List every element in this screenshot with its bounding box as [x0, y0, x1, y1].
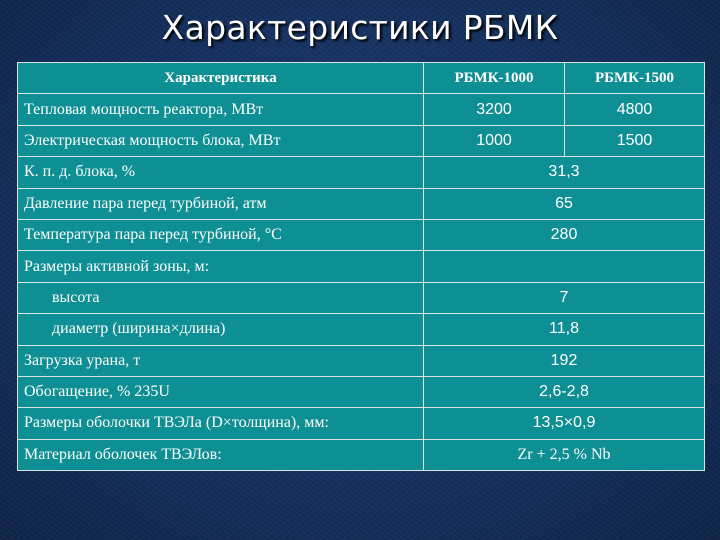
table-row: [18, 125, 705, 156]
row-value: 13,5×0,9: [424, 408, 705, 439]
row-value-rbmk-1000: 1000: [424, 125, 565, 156]
row-value: 192: [424, 345, 705, 376]
row-value-rbmk-1000: 3200: [424, 94, 565, 125]
header-rbmk-1500: РБМК-1500: [565, 63, 705, 94]
row-value-rbmk-1500: 4800: [565, 94, 705, 125]
table-row: [18, 282, 705, 313]
row-value: 31,3: [424, 157, 705, 188]
row-label: Загрузка урана, т: [18, 345, 424, 376]
table-row: [18, 408, 705, 439]
table-row: [18, 188, 705, 219]
row-label: диаметр (ширина×длина): [18, 314, 424, 345]
table-row: [18, 219, 705, 250]
table-row: [18, 439, 705, 470]
row-value: 11,8: [424, 314, 705, 345]
table-row: [18, 251, 705, 282]
row-value: Zr + 2,5 % Nb: [424, 439, 705, 470]
row-label: Тепловая мощность реактора, МВт: [18, 94, 424, 125]
row-label: Размеры активной зоны, м:: [18, 251, 424, 282]
row-value: 280: [424, 219, 705, 250]
table-header-row: [18, 63, 705, 94]
row-label: высота: [18, 282, 424, 313]
table-row: [18, 376, 705, 407]
row-label: Материал оболочек ТВЭЛов:: [18, 439, 424, 470]
slide-title: Характеристики РБМК: [161, 8, 559, 47]
table-row: [18, 345, 705, 376]
row-value-rbmk-1500: 1500: [565, 125, 705, 156]
table-row: [18, 157, 705, 188]
row-value: 7: [424, 282, 705, 313]
row-label: Обогащение, % 235U: [18, 376, 424, 407]
row-label: Электрическая мощность блока, МВт: [18, 125, 424, 156]
header-characteristic: Характеристика: [18, 63, 424, 94]
row-label: Давление пара перед турбиной, атм: [18, 188, 424, 219]
row-value: 65: [424, 188, 705, 219]
header-rbmk-1000: РБМК-1000: [424, 63, 565, 94]
row-label: Температура пара перед турбиной, °С: [18, 219, 424, 250]
table-row: [18, 94, 705, 125]
row-value: [424, 251, 705, 282]
table-row: [18, 314, 705, 345]
row-value: 2,6-2,8: [424, 376, 705, 407]
row-label: Размеры оболочки ТВЭЛа (D×толщина), мм:: [18, 408, 424, 439]
row-label: К. п. д. блока, %: [18, 157, 424, 188]
specs-table: [17, 62, 705, 471]
